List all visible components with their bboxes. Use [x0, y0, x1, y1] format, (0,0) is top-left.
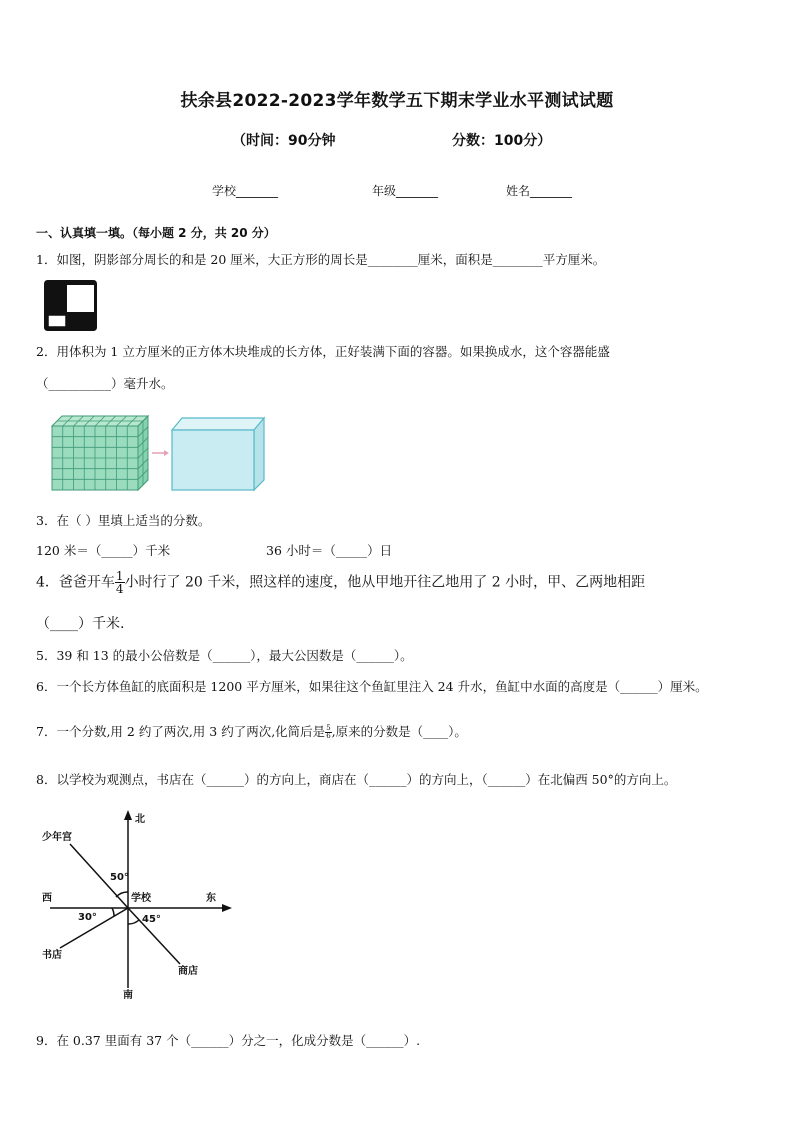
compass-diagram	[38, 808, 234, 1004]
label-angle-45: 45°	[142, 914, 161, 925]
label-angle-50: 50°	[110, 872, 129, 883]
grade-field[interactable]: 年级_______	[372, 184, 439, 198]
question-2-line-1: 2．用体积为 1 立方厘米的正方体木块堆成的长方体，正好装满下面的容器。如果换成水，这个容器能盛	[36, 344, 610, 359]
arrow-icon	[152, 450, 169, 456]
fraction-five-sixths: $\frac{5}{6}$	[326, 724, 331, 740]
question-3-b: 36 小时＝（_____）日	[266, 543, 393, 558]
cuboid-and-container-figure	[48, 412, 270, 494]
question-4-line-2: （____）千米.	[36, 616, 125, 632]
question-4-pre: 4．爸爸开车	[36, 574, 115, 591]
label-west: 西	[42, 893, 52, 904]
container	[172, 418, 264, 490]
label-north: 北	[135, 814, 145, 825]
exam-time: （时间：90分钟	[232, 133, 336, 149]
cube-stack	[52, 416, 148, 490]
question-7-pre: 7．一个分数,用 2 约了两次,用 3 约了两次,化简后是	[36, 724, 326, 739]
white-square	[66, 284, 95, 313]
question-7-post: ,原来的分数是（____）。	[331, 724, 467, 739]
question-4-post: 小时行了 20 千米，照这样的速度，他从甲地开往乙地用了 2 小时，甲、乙两地相距	[124, 574, 646, 591]
page-title: 扶余县2022-2023学年数学五下期末学业水平测试试题	[180, 91, 614, 111]
school-field[interactable]: 学校_______	[212, 184, 279, 198]
question-4-line-1	[36, 570, 645, 595]
question-5: 5．39 和 13 的最小公倍数是（______），最大公因数是（______）。	[36, 648, 413, 663]
label-south: 南	[123, 990, 133, 1001]
east-arrow-icon	[222, 904, 232, 912]
question-8: 8．以学校为观测点，书店在（______）的方向上，商店在（______）的方向上，（______）在北偏西 50°的方向上。	[36, 772, 677, 787]
arc-45	[128, 920, 139, 924]
square-figure	[44, 280, 98, 332]
question-6: 6．一个长方体鱼缸的底面积是 1200 平方厘米，如果往这个鱼缸里注入 24 升水，鱼缸中水面的高度是（______）厘米。	[36, 679, 708, 694]
north-arrow-icon	[124, 810, 132, 820]
arc-50	[116, 892, 128, 897]
question-3-a: 120 米＝（_____）千米	[36, 543, 171, 558]
question-3: 3．在（ ）里填上适当的分数。	[36, 513, 211, 528]
small-white-square	[48, 315, 66, 327]
label-youth-palace: 少年宫	[42, 832, 72, 843]
name-field[interactable]: 姓名_______	[506, 184, 573, 198]
question-9: 9．在 0.37 里面有 37 个（______）分之一，化成分数是（______）.	[36, 1033, 421, 1048]
question-7	[36, 722, 467, 740]
label-east: 东	[206, 893, 216, 904]
label-bookstore: 书店	[42, 950, 62, 961]
label-shop: 商店	[178, 966, 198, 977]
arc-30	[112, 908, 114, 916]
label-angle-30: 30°	[78, 912, 97, 923]
question-2-line-2: （__________）毫升水。	[36, 376, 174, 391]
exam-score: 分数：100分）	[452, 133, 552, 149]
label-school: 学校	[131, 893, 151, 904]
question-1: 1．如图，阴影部分周长的和是 20 厘米，大正方形的周长是________厘米，面积是________平方厘米。	[36, 252, 606, 267]
fraction-one-quarter: $\frac{1}{4}$	[115, 569, 124, 596]
section-heading: 一、认真填一填。（每小题 2 分，共 20 分）	[36, 226, 276, 240]
